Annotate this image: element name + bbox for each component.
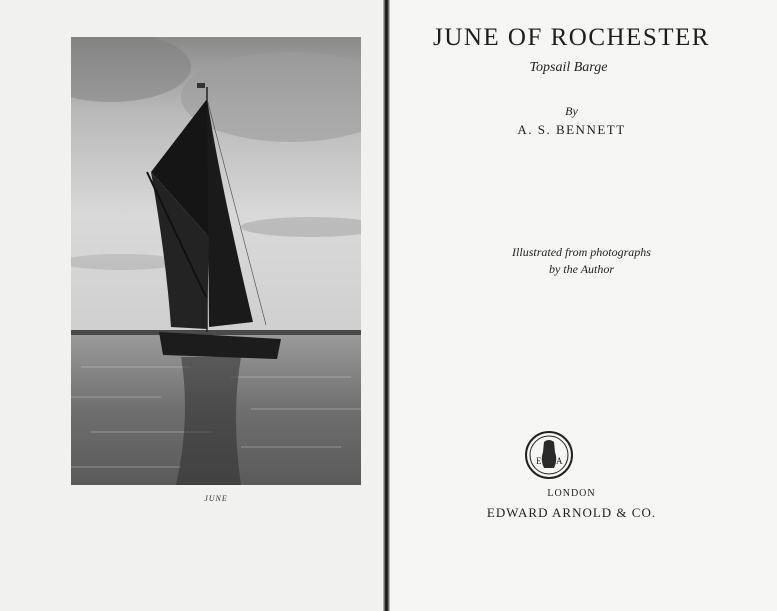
- by-line: By: [565, 104, 578, 118]
- author-name: A. S. BENNETT: [517, 122, 626, 137]
- illustration-note: [390, 244, 777, 278]
- book-gutter: [383, 0, 390, 611]
- plate-caption: JUNE: [204, 494, 228, 503]
- frontispiece-photo: [71, 37, 361, 485]
- illustration-line: Illustrated from photographs: [512, 245, 651, 259]
- book-title: JUNE OF ROCHESTER: [433, 24, 710, 51]
- emblem-letter-e: E: [536, 456, 542, 466]
- illustration-line: by the Author: [548, 262, 615, 276]
- emblem-letter-a: A: [556, 456, 563, 466]
- book-subtitle: Topsail Barge: [529, 60, 608, 75]
- publisher-city: LONDON: [547, 488, 596, 499]
- publisher-name: EDWARD ARNOLD & CO.: [486, 505, 657, 520]
- publisher-emblem-icon: [524, 430, 574, 480]
- left-page: [0, 0, 383, 611]
